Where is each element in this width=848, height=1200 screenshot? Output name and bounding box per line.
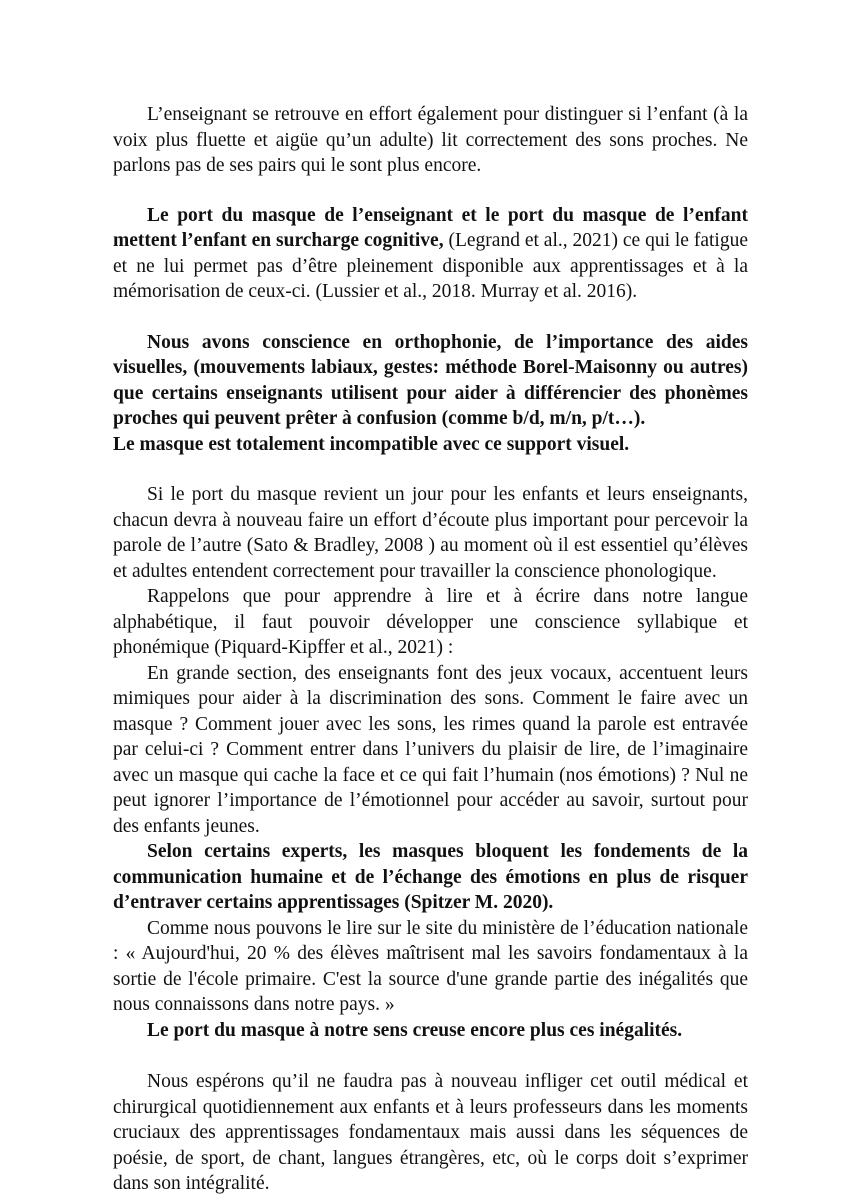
bold-statement-overload: Le port du masque de l’enseignant et le port du masque de l’enfant mettent l’enfant en surcharge cognitive, <box>113 204 748 251</box>
paragraph-grande-section: En grande section, des enseignants font des jeux vocaux, accentuent leurs mimiques pour aider à la discrimination des sons. Comment le faire avec un masque ? Comment jouer avec les sons, les rimes quand la parole est entravée par celui-ci ? Comment entrer dans l’univers du plaisir de lire, de l’imaginaire avec un masque qui cache la face et ce qui fait l’humain (nos émotions) ? Nul ne peut ignorer l’importance de l’émotionnel pour accéder au savoir, surtout pour des enfants jeunes. <box>113 662 748 837</box>
paragraph-mask-incompatible: Le masque est totalement incompatible avec ce support visuel. <box>113 433 630 455</box>
paragraph-experts: Selon certains experts, les masques bloquent les fondements de la communication humaine et de l’échange des émotions en plus de risquer d’entraver certains apprentissages (Spitzer M. 2020). <box>113 841 748 913</box>
document-page <box>113 102 748 1197</box>
paragraph-inequalities: Le port du masque à notre sens creuse encore plus ces inégalités. <box>147 1019 683 1041</box>
paragraph-conclusion: Nous espérons qu’il ne faudra pas à nouveau infliger cet outil médical et chirurgical quotidiennement aux enfants et à leurs professeurs dans les moments cruciaux des apprentissages fondamentaux mais aussi dans les séquences de poésie, de sport, de chant, langues étrangères, etc, où le corps doit s’exprimer dans son intégralité. <box>113 1071 748 1194</box>
paragraph-teacher-effort: L’enseignant se retrouve en effort également pour distinguer si l’enfant (à la voix plus fluette et aigüe qu’un adulte) lit correctement des sons proches. Ne parlons pas de ses pairs qui le sont plus encore. <box>113 104 748 176</box>
paragraph-visual-aids: Nous avons conscience en orthophonie, de l’importance des aides visuelles, (mouvements labiaux, gestes: méthode Borel-Maisonny ou autres) que certains enseignants utilisent pour aider à différencier des phonèmes proches qui peuvent prêter à confusion (comme b/d, m/n, p/t…). <box>113 331 748 429</box>
paragraph-listening-effort: Si le port du masque revient un jour pour les enfants et leurs enseignants, chacun devra à nouveau faire un effort d’écoute plus important pour percevoir la parole de l’autre (Sato & Bradley, 2008 ) au moment où il est essentiel qu’élèves et adultes entendent correctement pour travailler la conscience phonologique. <box>113 484 748 582</box>
paragraph-cognitive-overload <box>113 203 748 305</box>
paragraph-citation-text: (Legrand et al., 2021) ce qui le fatigue et ne lui permet pas d’être pleinement disponible aux apprentissages et à la mémorisation de ceux-ci. (Lussier et al., 2018. Murray et al. 2016). <box>113 230 748 302</box>
paragraph-ministry-quote: Comme nous pouvons le lire sur le site du ministère de l’éducation nationale : « Aujourd'hui, 20 % des élèves maîtrisent mal les savoirs fondamentaux à la sortie de l'école primaire. C'est la source d'une grande partie des inégalités que nous connaissons dans notre pays. » <box>113 917 748 1015</box>
paragraph-phonemic-awareness: Rappelons que pour apprendre à lire et à écrire dans notre langue alphabétique, il faut pouvoir développer une conscience syllabique et phonémique (Piquard-Kipffer et al., 2021) : <box>113 586 748 658</box>
